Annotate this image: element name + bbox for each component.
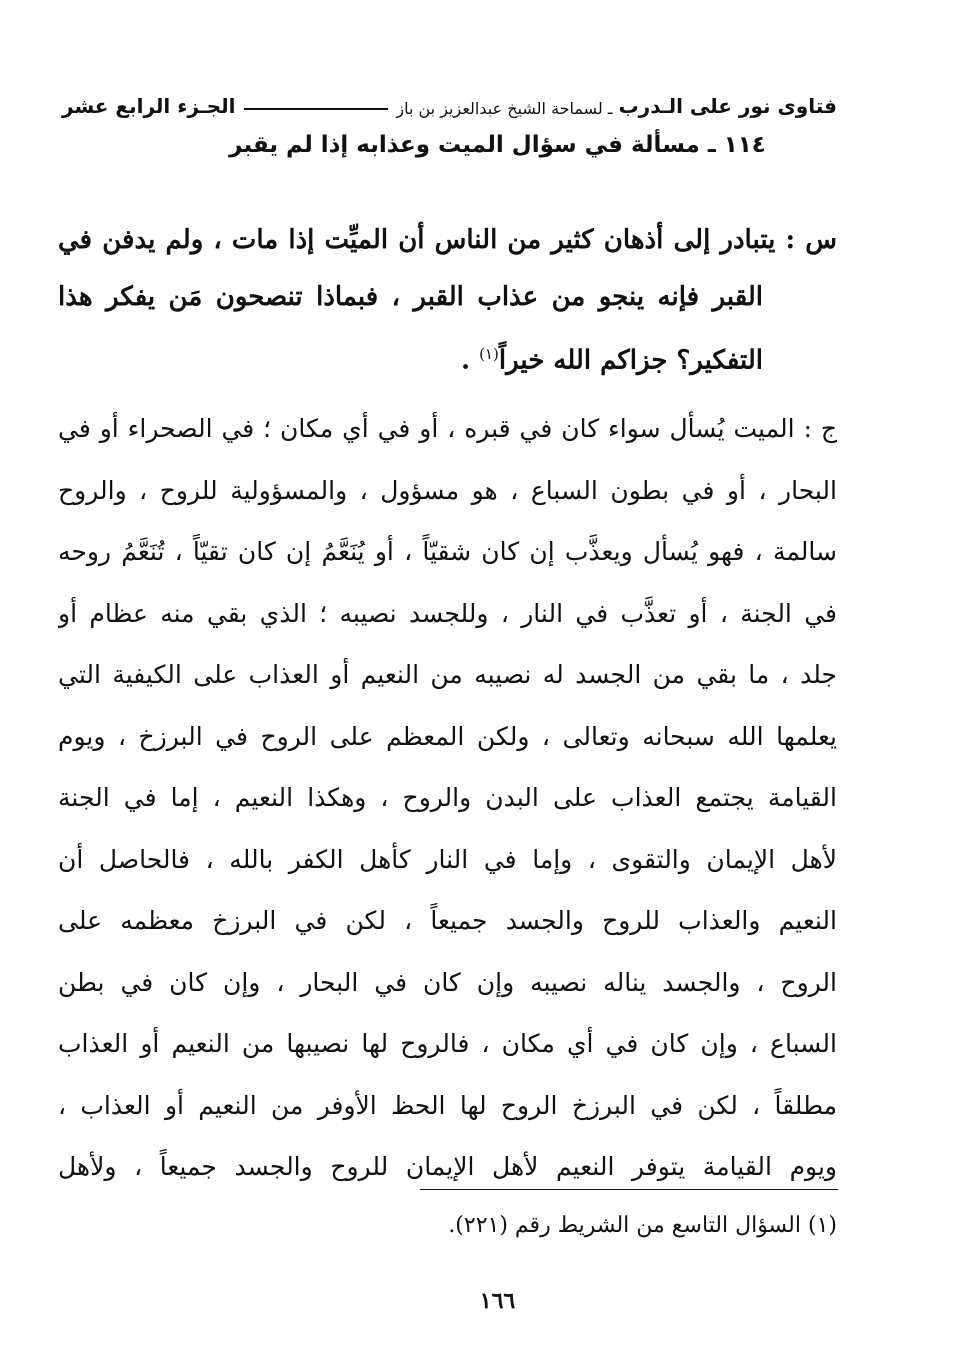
header-title-group	[396, 94, 837, 118]
footnote-reference[interactable]: (١)	[479, 345, 499, 363]
answer-line: الروح ، والجسد يناله نصيبه وإن كان في البحار ، وإن كان في بطن	[58, 967, 837, 997]
answer-line: يعلمها الله سبحانه وتعالى ، ولكن المعظم على الروح في البرزخ ، ويوم	[58, 721, 837, 751]
page-number: ١٦٦	[479, 1288, 516, 1314]
question-line-last	[58, 326, 837, 390]
answer-line: البحار ، أو في بطون السباع ، هو مسؤول ، والمسؤولية للروح ، والروح	[58, 475, 837, 505]
answer-line: سالمة ، فهو يُسأل ويعذَّب إن كان شقيّاً ، أو يُنَعَّمُ إن كان تقيّاً ، تُنَعَّمُ روحه	[58, 537, 837, 566]
answer-line: لأهل الإيمان والتقوى ، وإما في النار كأهل الكفر بالله ، فالحاصل أن	[58, 844, 837, 874]
question-end-mark: .	[460, 345, 480, 376]
footnote-divider	[420, 1189, 838, 1190]
author-name: ـ لسماحة الشيخ عبدالعزيز بن باز	[396, 99, 613, 118]
question-line: س : يتبادر إلى أذهان كثير من الناس أن الميِّت إذا مات ، ولم يدفن في	[58, 225, 837, 255]
answer-line: ويوم القيامة يتوفر النعيم لأهل الإيمان للروح والجسد جميعاً ، ولأهل	[58, 1152, 837, 1181]
footnote: (١) السؤال التاسع من الشريط رقم (٢٢١).	[448, 1213, 837, 1238]
question-line-text: التفكير؟ جزاكم الله خيراً	[498, 345, 763, 376]
question-paragraph	[58, 212, 837, 390]
answer-line: مطلقاً ، لكن في البرزخ الروح لها الحظ الأوفر من النعيم أو العذاب ،	[58, 1090, 837, 1120]
answer-line: السباع ، وإن كان في أي مكان ، فالروح لها نصيبها من النعيم أو العذاب	[58, 1029, 837, 1058]
answer-line: ج : الميت يُسأل سواء كان في قبره ، أو في أي مكان ؛ في الصحراء أو في	[58, 414, 837, 443]
answer-paragraph	[58, 398, 837, 1198]
part-label: الجـزء الرابع عشر	[62, 94, 236, 118]
answer-line: القيامة يجتمع العذاب على البدن والروح ، وهكذا النعيم ، إما في الجنة	[58, 783, 837, 812]
running-header	[62, 78, 837, 118]
answer-line: في الجنة ، أو تعذَّب في النار ، وللجسد نصيبه ؛ الذي بقي منه عظام أو	[58, 598, 837, 628]
answer-line: جلد ، ما بقي من الجسد له نصيبه من النعيم أو العذاب على الكيفية التي	[58, 660, 837, 689]
question-line: القبر فإنه ينجو من عذاب القبر ، فبماذا تنصحون مَن يفكر هذا	[58, 282, 763, 312]
section-title: ١١٤ ـ مسألة في سؤال الميت وعذابه إذا لم يقبر	[229, 132, 766, 158]
header-rule	[244, 108, 389, 110]
book-title: فتاوى نور على الـدرب	[618, 94, 837, 118]
answer-line: النعيم والعذاب للروح والجسد جميعاً ، لكن في البرزخ معظمه على	[58, 906, 837, 935]
